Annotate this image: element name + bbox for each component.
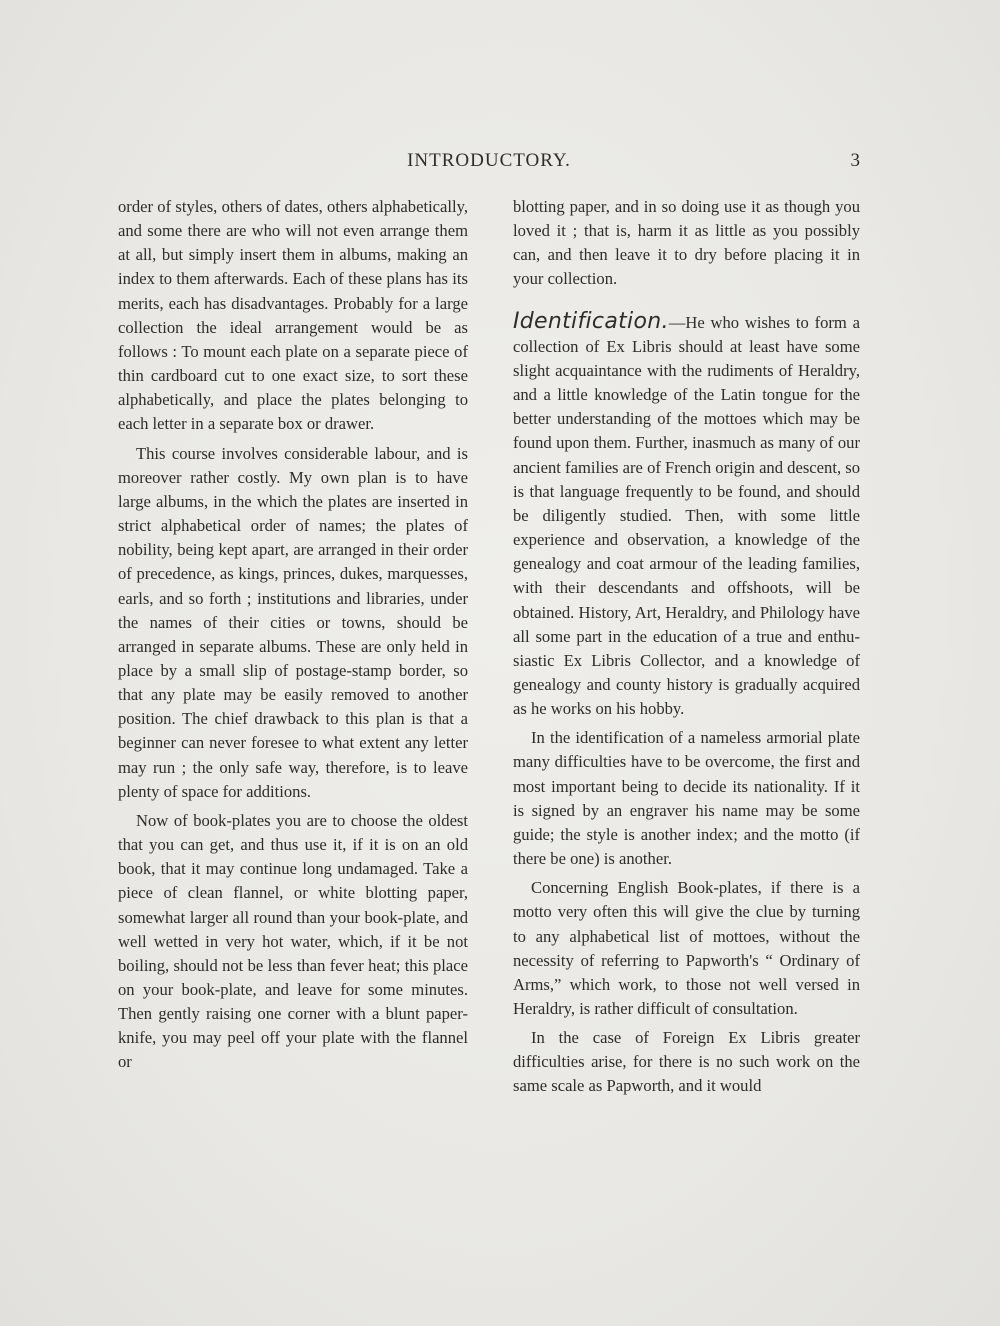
paragraph-removal: Now of book-plates you are to choose the oldest that you can get, and thus use it, if it is on an old book, that it may continue long undamaged. Take a piece of clean flannel, or white blotting paper, somewhat larger all round than your book-plate, and well wetted in very hot water, which, if it be not boiling, should not be less than fever heat; this place on your book-plate, and leave for some minutes. Then gently raising one corner with a blunt paper-knife, you may peel off your plate with the flannel or bbox=[118, 810, 468, 1072]
section-heading: Identification. bbox=[513, 308, 669, 334]
paragraph-arrangement: order of styles, others of dates, others alphabetically, and some there are who will not even arrange them at all, but simply insert them in albums, making an index to them afterwards. Each of these plans has its merits, each has disadvantages. Probably for a large collection the ideal arrangement would be as follows : To mount each plate on a separate piece of thin cardboard cut to one exact size, to sort these alphabetically, and place the plates belonging to each letter in a separate box or drawer. bbox=[118, 197, 468, 434]
paragraph-identification bbox=[513, 310, 860, 722]
running-title: INTRODUCTORY. bbox=[407, 150, 571, 171]
paragraph-english-plates: Concerning English Book-plates, if there is a motto very often this will give the clue by turning to any alphabetical list of mottoes, without the necessity of referring to Papworth's “ Ordinary of Arms,” which work, to those not well versed in Heraldry, is rather difficult of consultation. bbox=[513, 878, 860, 1018]
running-head bbox=[118, 150, 860, 180]
paragraph-albums: This course involves considerable labour, and is moreover rather costly. My own plan is to have large albums, in the which the plates are inserted in strict alphabetical order of names; the plates of nobility, being kept apart, are arranged in their order of precedence, as kings, princes, dukes, marquesses, earls, and so forth ; institutions and libraries, under the names of their cities or towns, should be arranged in separate albums. These are only held in place by a small slip of postage-stamp border, so that any plate may be easily removed to another position. The chief drawback to this plan is that a beginner can never foresee to what extent any letter may run ; the only safe way, therefore, is to leave plenty of space for additions. bbox=[118, 443, 468, 801]
left-column bbox=[118, 195, 468, 1075]
right-column bbox=[513, 195, 860, 1099]
paragraph-identification-body: —He who wishes to form a collection of Ex Libris should at least have some slight acquaintance with the rudiments of Heraldry, and a little knowledge of the Latin tongue for the better understanding of the mottoes which may be found upon them. Further, inasmuch as many of our ancient families are of French origin and descent, so is that language frequently to be found, and should be diligently studied. Then, with some little experience and observation, a knowledge of the genealogy and coat armour of the leading families, with their descendants and offshoots, will be obtained. History, Art, Heraldry, and Philology have all some part in the education of a true and enthusiastic Ex Libris Collector, and a knowledge of genealogy and county history is gradually acquired as he works on his hobby. bbox=[513, 312, 860, 719]
paragraph-foreign-plates: In the case of Foreign Ex Libris greater difficulties arise, for there is no such work on the same scale as Papworth, and it would bbox=[513, 1028, 860, 1096]
paragraph-nameless-plate: In the identification of a nameless armorial plate many difficulties have to be overcome, the first and most important being to decide its nationality. If it is signed by an engraver his name may be some guide; the style is another index; and the motto (if there be one) is another. bbox=[513, 728, 860, 869]
paragraph-continuation: blotting paper, and in so doing use it as though you loved it ; that is, harm it as little as you possibly can, and then leave it to dry before placing it in your collection. bbox=[513, 197, 860, 289]
page-number: 3 bbox=[850, 150, 860, 171]
